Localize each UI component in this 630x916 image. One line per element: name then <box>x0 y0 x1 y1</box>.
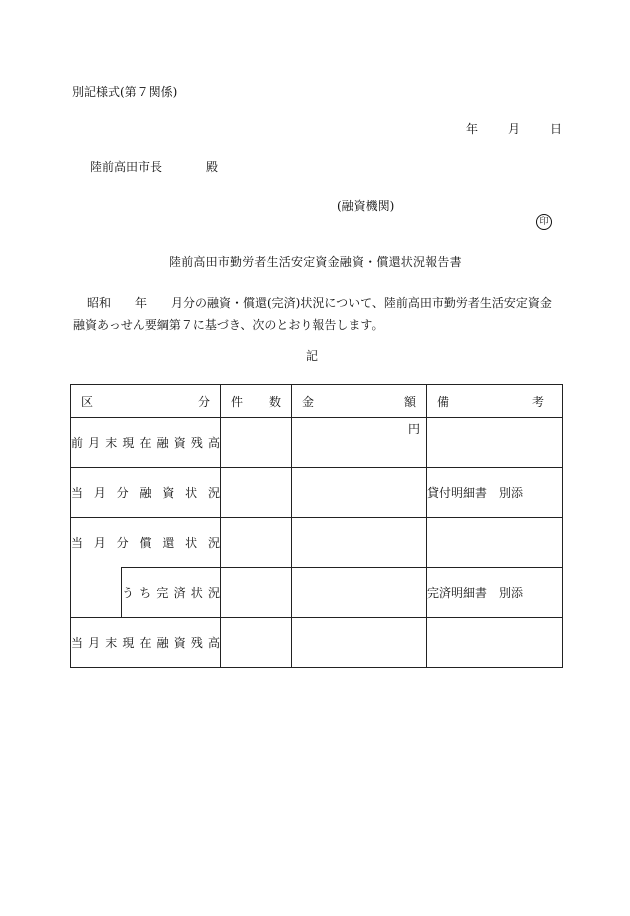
header-category: 区 分 <box>71 385 221 418</box>
count-cell[interactable] <box>221 568 292 618</box>
institution-label: (融資機関) <box>337 199 395 213</box>
table-row <box>71 618 563 668</box>
remark-cell[interactable] <box>427 618 563 668</box>
count-cell[interactable] <box>221 518 292 568</box>
recipient-name: 陸前高田市長 <box>90 160 163 174</box>
table-row <box>71 568 563 618</box>
remark-cell[interactable] <box>427 418 563 468</box>
amount-cell[interactable] <box>292 518 427 568</box>
body-text <box>73 292 563 336</box>
date-year-label: 年 <box>466 122 479 136</box>
row-label: 前月末現在融資残高 <box>71 418 221 468</box>
ki-marker: 記 <box>306 349 319 363</box>
yen-unit: 円 <box>407 422 420 436</box>
date-line <box>466 122 562 136</box>
document-title: 陸前高田市勤労者生活安定資金融資・償還状況報告書 <box>169 255 462 269</box>
table-row <box>71 518 563 568</box>
count-cell[interactable] <box>221 468 292 518</box>
row-label: 当月分融資状況 <box>71 468 221 518</box>
date-day-label: 日 <box>550 122 563 136</box>
indent-cell <box>71 568 122 618</box>
amount-cell[interactable] <box>292 418 427 468</box>
count-cell[interactable] <box>221 418 292 468</box>
recipient-honorific: 殿 <box>206 160 219 174</box>
body-line-1: 昭和 年 月分の融資・償還(完済)状況について、陸前高田市勤労者生活安定資金 <box>87 296 552 310</box>
header-count: 件 数 <box>221 385 292 418</box>
body-line-2: 融資あっせん要綱第７に基づき、次のとおり報告します。 <box>73 318 384 332</box>
header-amount: 金 額 <box>292 385 427 418</box>
count-cell[interactable] <box>221 618 292 668</box>
recipient <box>90 160 218 174</box>
row-label: 当月分償還状況 <box>71 518 221 568</box>
table-row <box>71 468 563 518</box>
form-reference: 別記様式(第７関係) <box>72 85 178 99</box>
table-row <box>71 418 563 468</box>
remark-cell[interactable] <box>427 518 563 568</box>
amount-cell[interactable] <box>292 468 427 518</box>
amount-cell[interactable] <box>292 568 427 618</box>
remark-cell[interactable]: 貸付明細書 別添 <box>427 468 563 518</box>
row-label: 当月末現在融資残高 <box>71 618 221 668</box>
report-table <box>70 384 563 668</box>
table-header-row <box>71 385 563 418</box>
row-label: うち完済状況 <box>122 568 221 618</box>
header-remarks: 備 考 <box>427 385 563 418</box>
seal-mark: 印 <box>536 214 552 230</box>
date-month-label: 月 <box>508 122 521 136</box>
remark-cell[interactable]: 完済明細書 別添 <box>427 568 563 618</box>
amount-cell[interactable] <box>292 618 427 668</box>
